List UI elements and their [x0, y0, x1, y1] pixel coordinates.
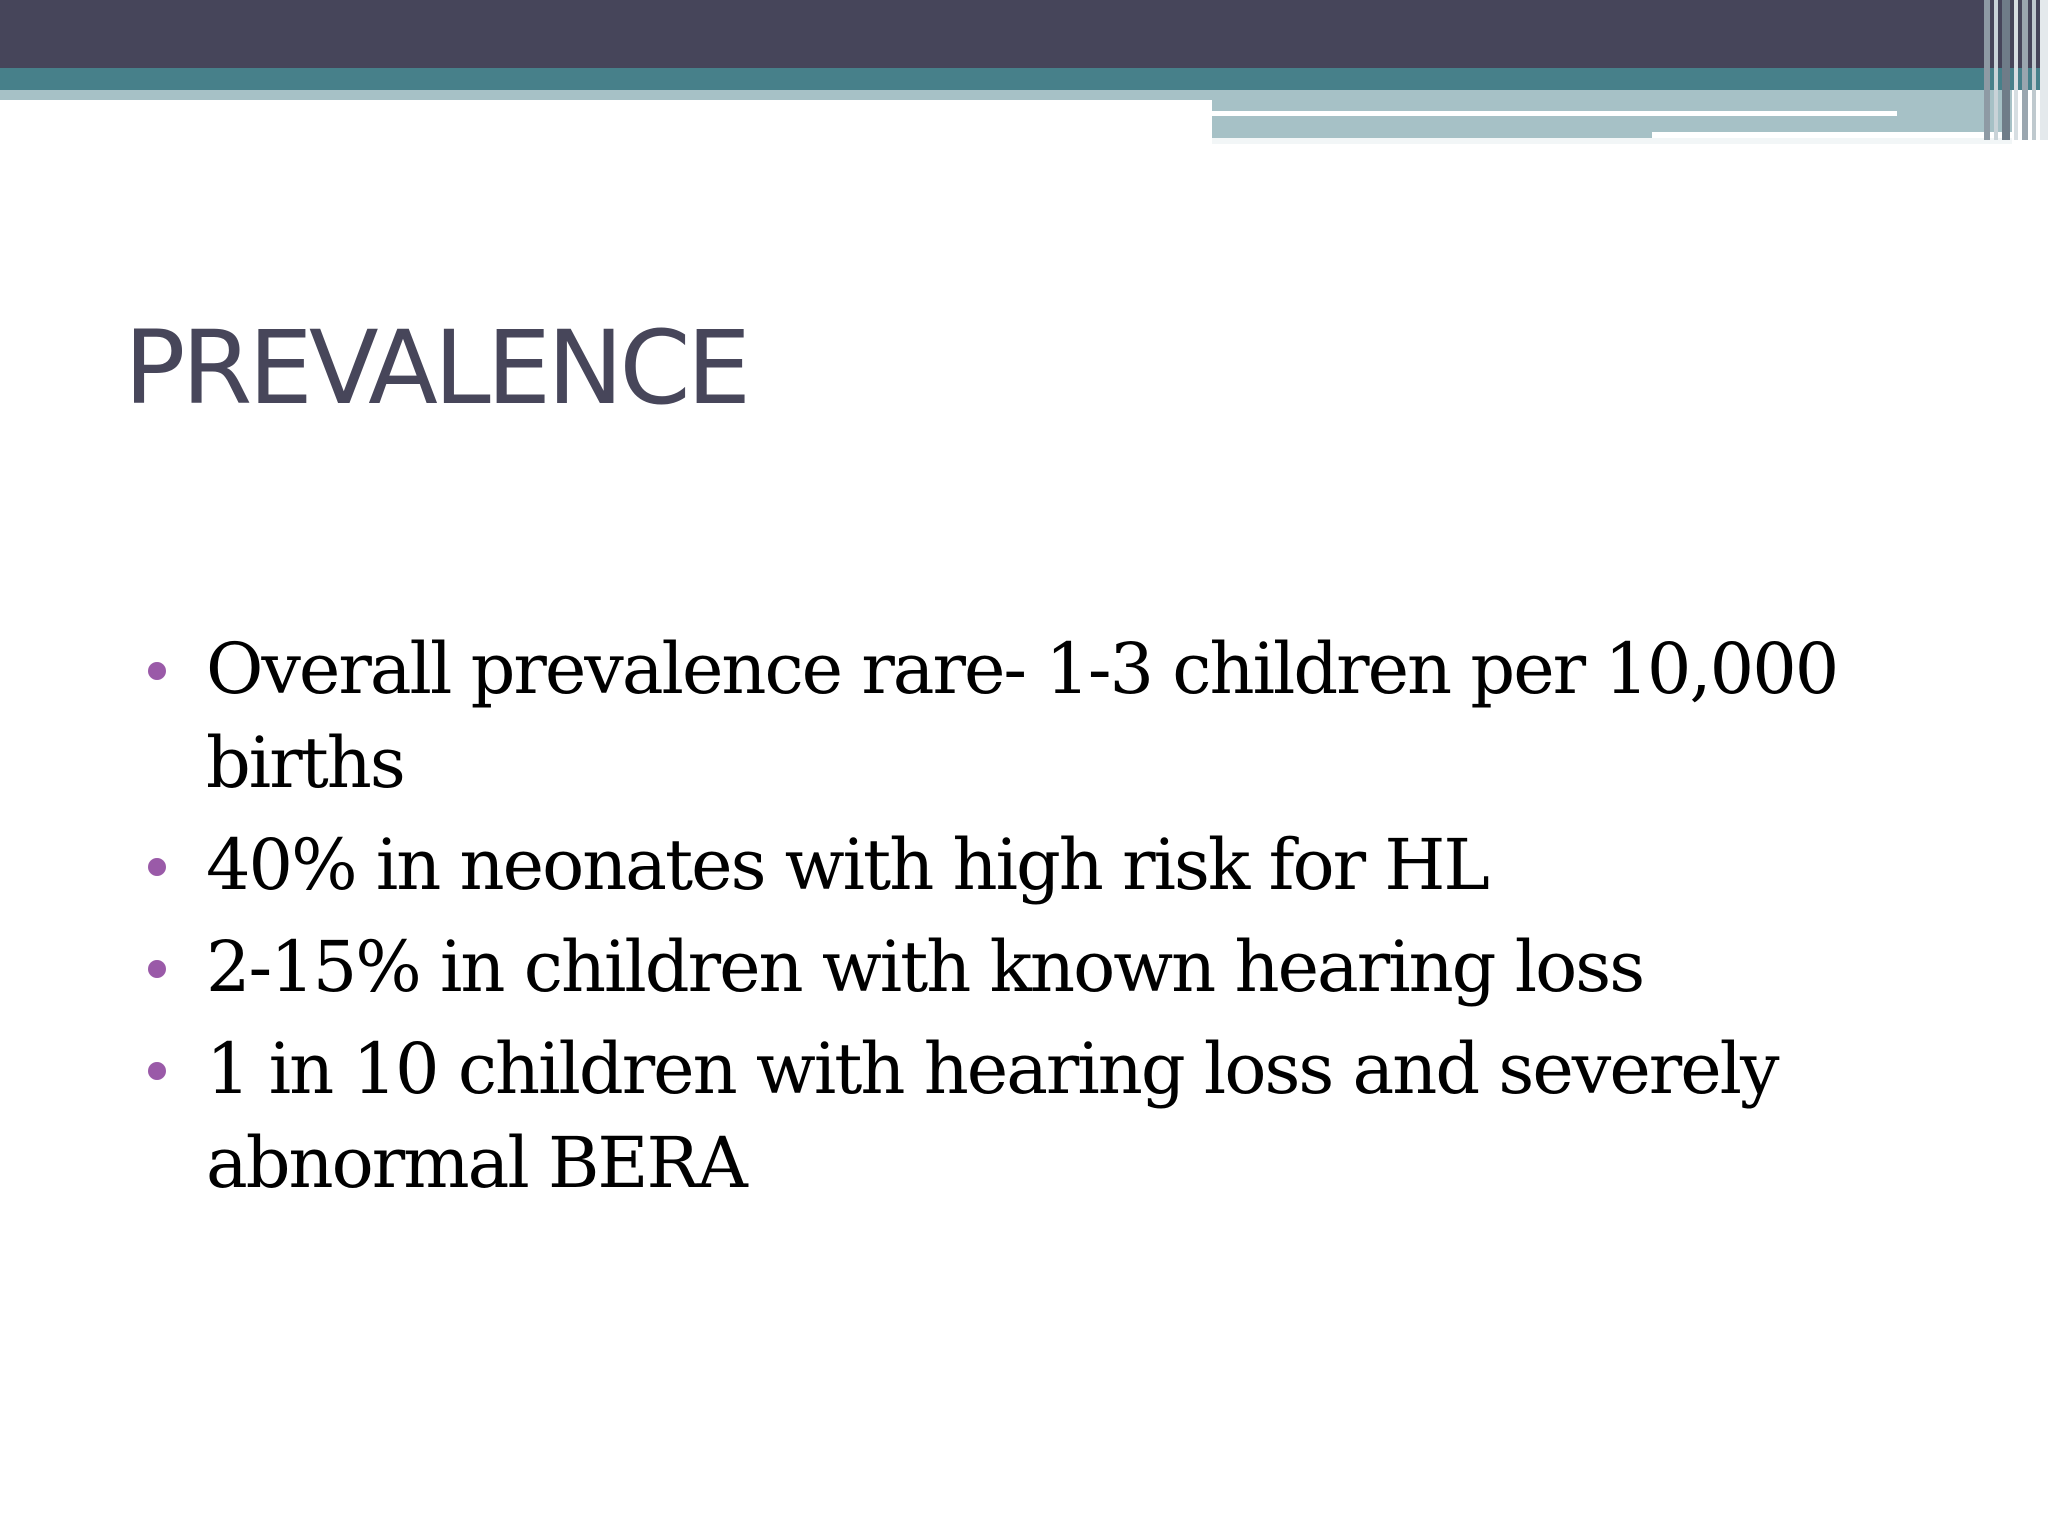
header-stripe: [2032, 0, 2036, 140]
bullet-text: Overall prevalence rare- 1-3 children per 10,000 births: [206, 628, 1838, 804]
header-stripe: [2002, 0, 2010, 140]
header-band-teal: [0, 68, 2048, 90]
bullet-text: 40% in neonates with high risk for HL: [206, 824, 1488, 906]
header-band-dark: [0, 0, 2048, 68]
header-stripe: [2014, 0, 2018, 140]
header-divider-line: [1212, 111, 1897, 116]
header-stripe: [1994, 0, 1998, 140]
bullet-list: [140, 622, 1960, 1218]
bullet-dot-icon: [148, 858, 166, 876]
header-stripe: [2040, 0, 2048, 140]
header-stripe: [2022, 0, 2028, 140]
bullet-dot-icon: [148, 960, 166, 978]
header-band-light: [0, 90, 1212, 100]
bullet-dot-icon: [148, 662, 166, 680]
bullet-item: [140, 920, 1960, 1014]
bullet-item: [140, 818, 1960, 912]
bullet-text: 2-15% in children with known hearing loss: [206, 926, 1644, 1008]
header-band-fade: [1212, 138, 2012, 144]
bullet-dot-icon: [148, 1062, 166, 1080]
bullet-item: [140, 622, 1960, 810]
header-stripe: [1984, 0, 1990, 140]
bullet-text: 1 in 10 children with hearing loss and severely abnormal BERA: [206, 1028, 1778, 1204]
bullet-item: [140, 1022, 1960, 1210]
slide-title: PREVALENCE: [124, 309, 748, 428]
header-stripes: [1984, 0, 2048, 140]
